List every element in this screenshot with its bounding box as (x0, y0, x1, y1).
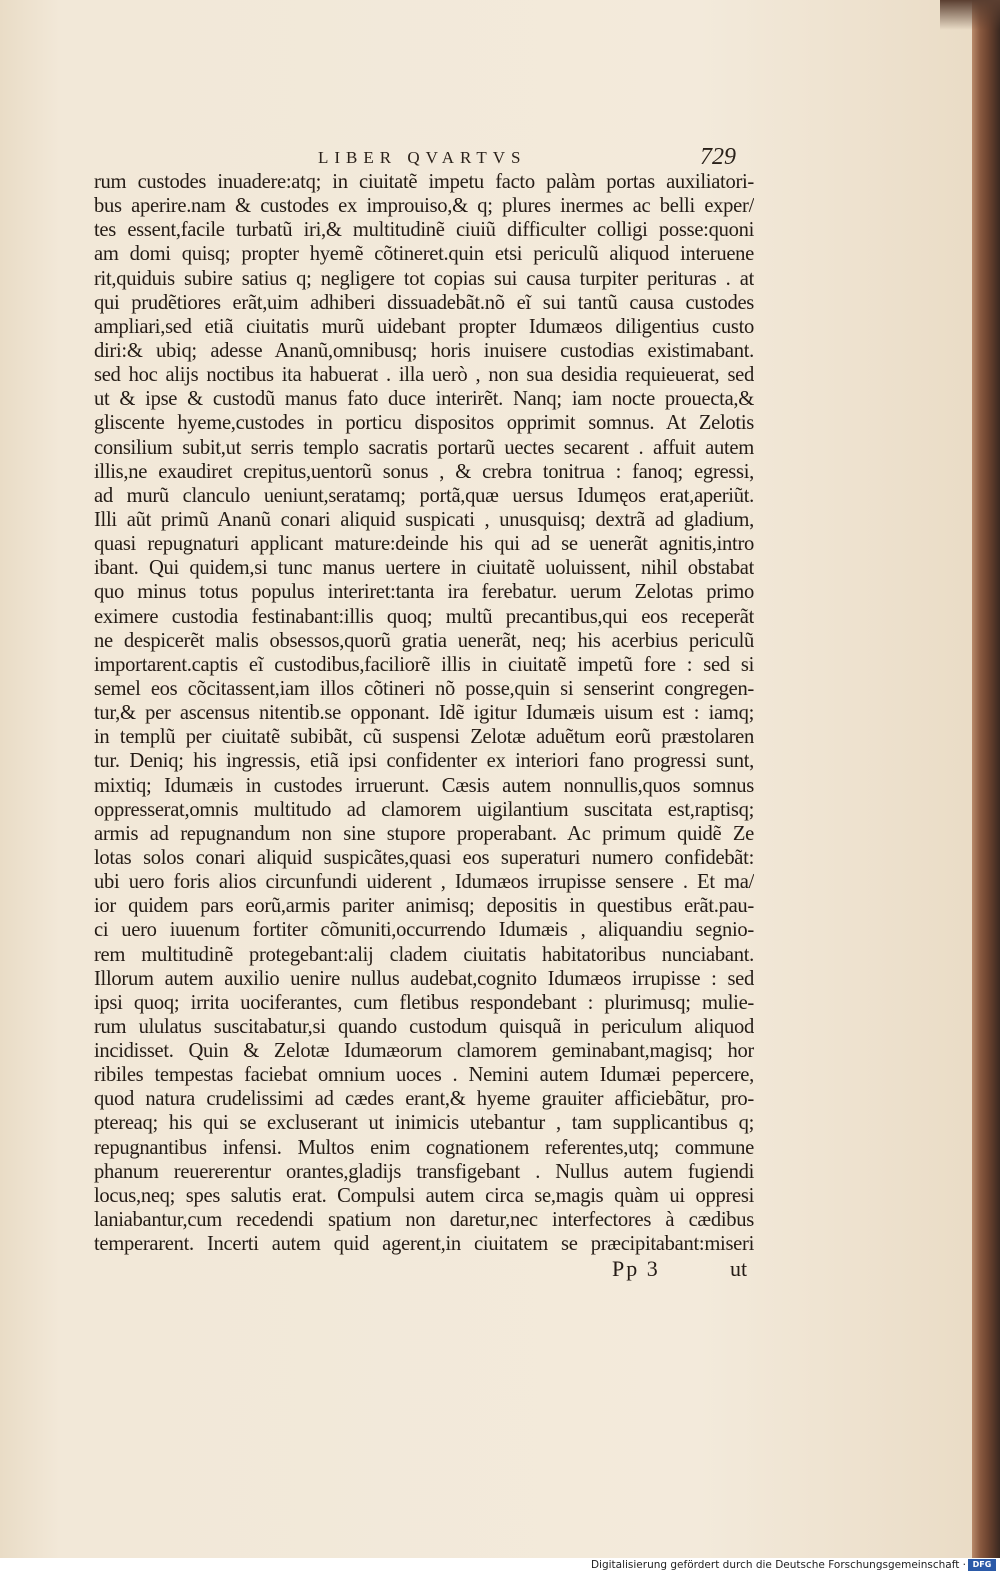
text-line: ne despicerẽt malis obsessos,quorũ gratia uenerãt, neq; his acerbius periculũ (94, 629, 754, 652)
text-line: illis,ne exaudiret crepitus,uentorũ sonus , & crebra tonitrua : fanoq; egressi, (94, 460, 754, 483)
text-line: rit,quiduis subire satius q; negligere tot copias sui causa turpiter perituras . at (94, 267, 754, 290)
text-line: ipsi quoq; irrita uociferantes, cum fletibus respondebant : plurimusq; mulie- (94, 991, 754, 1014)
footer-credit: Digitalisierung gefördert durch die Deutsche Forschungsgemeinschaft · (590, 1559, 966, 1571)
catchword: ut (730, 1256, 748, 1281)
text-line: temperarent. Incerti autem quid agerent,in ciuitatem se præcipitabant:miseri (94, 1233, 754, 1256)
text-line: incidisset. Quin & Zelotæ Idumæorum clamorem geminabant,magisq; hor (94, 1040, 754, 1063)
text-line: lotas solos conari aliquid suspicãtes,quasi eos superaturi numero confidebãt: (94, 846, 754, 869)
text-line: quod natura crudelissimi ad cædes erant,& hyeme grauiter afficiebãtur, pro- (94, 1088, 754, 1111)
text-line: sed hoc alijs noctibus ita habuerat . illa uerò , non sua desidia requieuerat, sed (94, 364, 754, 387)
text-line: ad murũ clanculo ueniunt,seratamq; portã,quæ uersus Idumęos erat,aperiũt. (94, 484, 754, 507)
running-title: LIBER QVARTVS (318, 148, 527, 167)
page-corner-shadow (940, 0, 1000, 30)
text-line: tur,& per ascensus nitentib.se opponant. Idẽ igitur Idumæis uisum est : iamq; (94, 702, 754, 725)
signature-mark: Pp 3 (612, 1256, 660, 1281)
text-line: locus,neq; spes salutis erat. Compulsi autem circa se,magis quàm ui oppresi (94, 1184, 754, 1207)
text-line: tes essent,facile turbatũ iri,& multitudinẽ ciuiũ difficulter colligi posse:quoni (94, 219, 754, 242)
text-line: ut & ipse & custodũ manus fato duce interirẽt. Nanq; iam nocte prouecta,& (94, 388, 754, 411)
text-line: rum custodes inuadere:atq; in ciuitatẽ impetu facto palàm portas auxiliatori- (94, 171, 754, 193)
digitization-footer (0, 1558, 1000, 1572)
text-line: qui prudẽtiores erãt,uim adhiberi dissuadebãt.nõ eĩ sui tantũ causa custodes (94, 291, 754, 314)
page-edge-shadow (972, 0, 1000, 1558)
text-line: ci uero iuuenum fortiter cõmuniti,occurrendo Idumæis , aliquandiu segnio- (94, 919, 754, 942)
text-line: importarent.captis eĩ custodibus,faciliorẽ illis in ciuitatẽ impetũ fore : sed si (94, 653, 754, 676)
text-line: in templũ per ciuitatẽ subibãt, cũ suspensi Zelotæ aduẽtum eorũ præstolaren (94, 726, 754, 749)
text-line: rum ululatus suscitabatur,si quando custodum quisquã in periculum aliquod (94, 1015, 754, 1038)
text-line: rem multitudinẽ protegebant:alij cladem ciuitatis habitatoribus nunciabant. (94, 943, 754, 966)
text-line: ptereaq; his qui se excluserant ut inimicis utebantur , tam supplicantibus q; (94, 1112, 754, 1135)
text-line: eximere custodia festinabant:illis quoq; multũ precantibus,qui eos receperãt (94, 605, 754, 628)
text-line: gliscente hyeme,custodes in porticu dispositos opprimit somnus. At Zelotis (94, 412, 754, 435)
text-line: ribiles tempestas faciebat omnium uoces . Nemini autem Idumæi pepercere, (94, 1064, 754, 1087)
running-head (0, 142, 972, 172)
text-line: repugnantibus infensi. Multos enim cognationem referentes,utq; commune (94, 1136, 754, 1159)
text-line: quasi repugnaturi applicant mature:deinde his qui ad se uenerãt agnitis,intro (94, 533, 754, 556)
text-line: armis ad repugnandum non sine stupore properabant. Ac primum quidẽ Ze (94, 822, 754, 845)
text-line: tur. Deniq; his ingressis, etiã ipsi confidenter ex interiori fano progressi sunt, (94, 750, 754, 773)
text-line: consilium subit,ut serris templo sacratis portarũ uectes secarent . affuit autem (94, 436, 754, 459)
text-line: Illorum autem auxilio uenire nullus audebat,cognito Idumæos irrupisse : sed (94, 967, 754, 990)
folio-number: 729 (700, 144, 736, 170)
text-line: bus aperire.nam & custodes ex improuiso,& q; plures inermes ac belli exper/ (94, 195, 754, 218)
text-line: semel eos cõcitassent,iam illos cõtineri nõ posse,quin si senserint congregen- (94, 677, 754, 700)
text-line: quo minus totus populus interiret:tanta ira ferebatur. uerum Zelotas primo (94, 581, 754, 604)
text-line: ibant. Qui quidem,si tunc manus uertere in ciuitatẽ uoluissent, nihil obstabat (94, 557, 754, 580)
text-line: phanum reuererentur orantes,gladijs transfigebant . Nullus autem fugiendi (94, 1160, 754, 1183)
text-line: ior quidem pars eorũ,armis pariter animisq; depositis in questibus erãt.pau- (94, 895, 754, 918)
body-text (94, 170, 754, 1256)
text-line: laniabantur,cum recedendi spatium non daretur,nec interfectores à cædibus (94, 1209, 754, 1232)
text-line: oppresserat,omnis multitudo ad clamorem uigilantium suscitata est,raptisq; (94, 798, 754, 821)
text-line: mixtiq; Idumæis in custodes irruerunt. Cæsis autem nonnullis,quos somnus (94, 774, 754, 797)
text-line: ampliari,sed etiã ciuitatis murũ uidebant propter Idumæos diligentius custo (94, 315, 754, 338)
text-line: ubi uero foris alios circunfundi uiderent , Idumæos irrupisse sensere . Et ma/ (94, 871, 754, 894)
text-line: Illi aũt primũ Ananũ conari aliquid suspicati , unusquisq; dextrã ad gladium, (94, 508, 754, 531)
catchline (596, 1256, 766, 1286)
text-line: diri:& ubiq; adesse Ananũ,omnibusq; horis inuisere custodias existimabant. (94, 339, 754, 362)
text-line: am domi quisq; propter hyemẽ cõtineret.quin etsi periculũ aliquod interuene (94, 243, 754, 266)
dfg-logo: DFG (968, 1559, 996, 1571)
